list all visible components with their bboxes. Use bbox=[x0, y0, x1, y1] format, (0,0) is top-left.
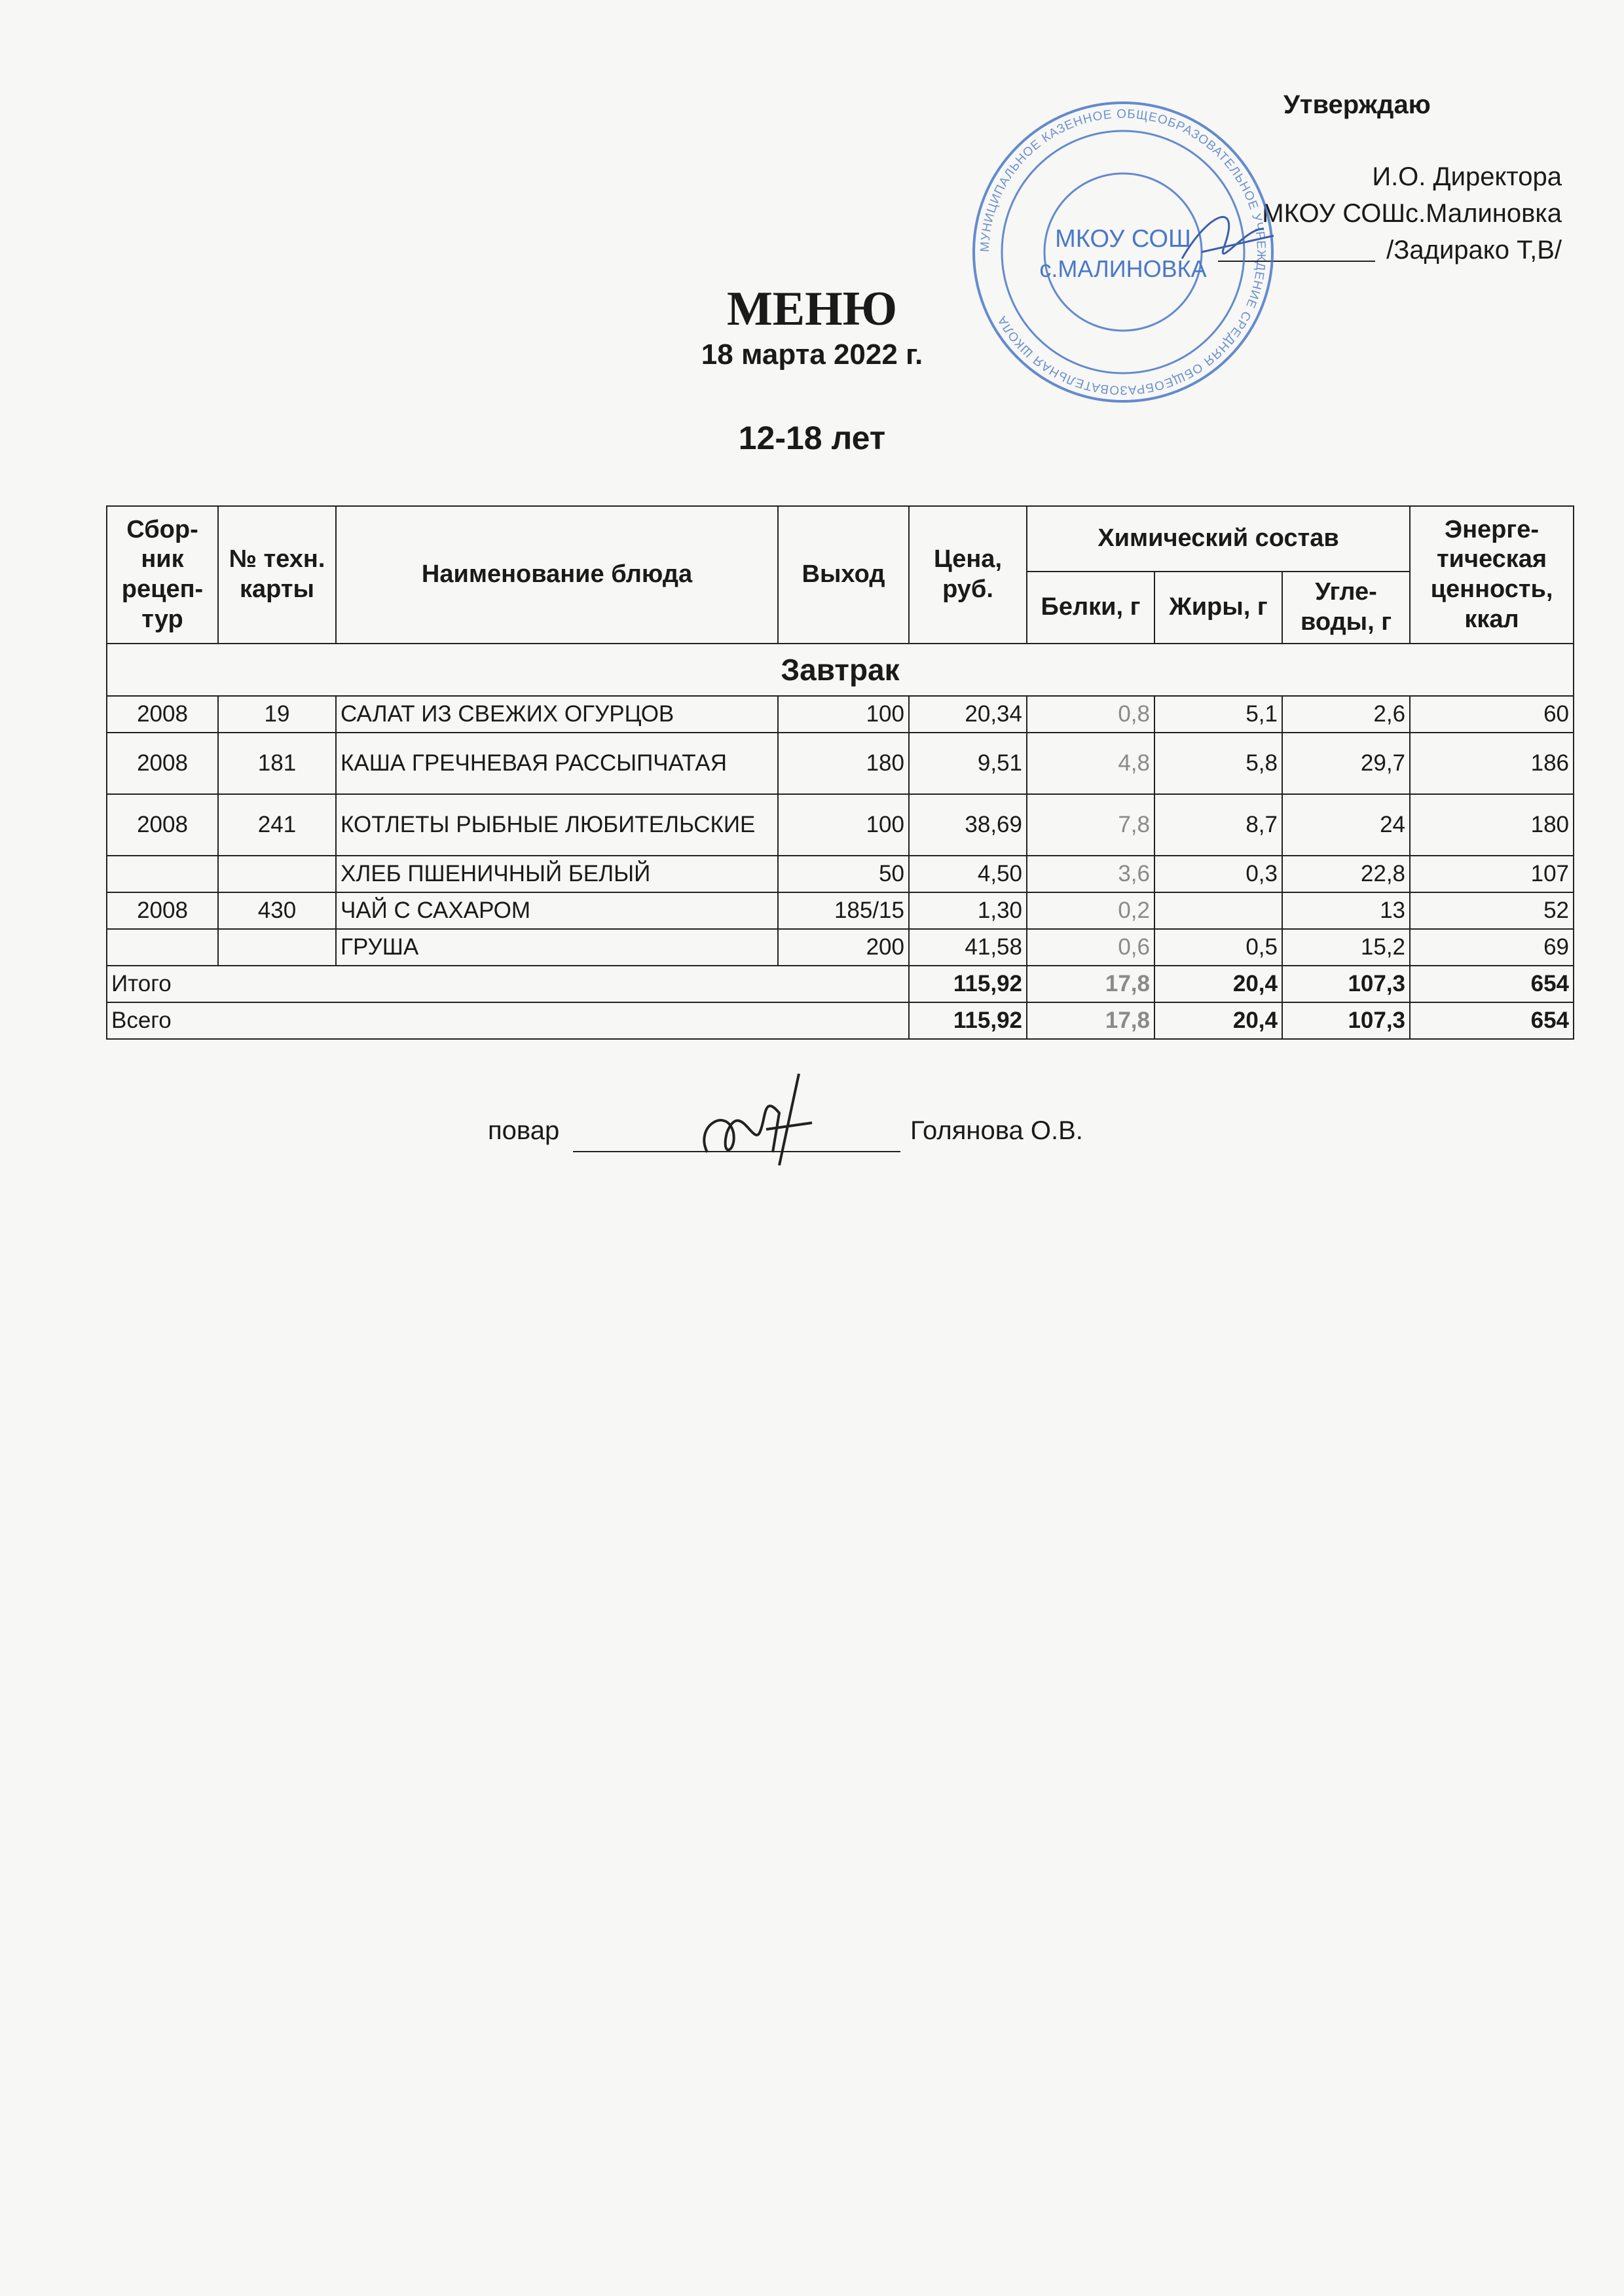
header-price: Цена, руб. bbox=[909, 506, 1027, 644]
cell-output: 100 bbox=[778, 794, 909, 856]
section-breakfast: Завтрак bbox=[107, 644, 1574, 696]
approve-label: Утверждаю bbox=[1283, 90, 1431, 119]
cook-label: повар bbox=[488, 1116, 560, 1145]
cell-price: 41,58 bbox=[909, 929, 1027, 966]
header-output: Выход bbox=[778, 506, 909, 644]
cell-energy: 180 bbox=[1410, 794, 1574, 856]
cell-card: 181 bbox=[218, 733, 336, 794]
total-row bbox=[107, 1002, 1574, 1039]
total-fat: 20,4 bbox=[1154, 1002, 1282, 1039]
cook-name: Голянова О.В. bbox=[910, 1116, 1083, 1145]
cell-dish: ГРУША bbox=[336, 929, 778, 966]
cell-energy: 107 bbox=[1410, 856, 1574, 892]
cell-collection: 2008 bbox=[107, 696, 218, 733]
cell-fat: 5,1 bbox=[1154, 696, 1282, 733]
subtotal-price: 115,92 bbox=[909, 966, 1027, 1002]
stamp-ring-text: МУНИЦИПАЛЬНОЕ КАЗЕННОЕ ОБЩЕОБРАЗОВАТЕЛЬНОЕ УЧРЕЖДЕНИЕ СРЕДНЯЯ ОБЩЕОБРАЗОВАТЕЛЬНАЯ ШКОЛА bbox=[978, 107, 1268, 397]
total-label: Всего bbox=[107, 1002, 909, 1039]
table-row bbox=[107, 856, 1574, 892]
cell-fat: 5,8 bbox=[1154, 733, 1282, 794]
cell-price: 4,50 bbox=[909, 856, 1027, 892]
cell-fat: 0,5 bbox=[1154, 929, 1282, 966]
cell-protein: 7,8 bbox=[1027, 794, 1154, 856]
cell-energy: 186 bbox=[1410, 733, 1574, 794]
cell-carbs: 29,7 bbox=[1282, 733, 1410, 794]
cell-price: 38,69 bbox=[909, 794, 1027, 856]
cell-protein: 0,2 bbox=[1027, 892, 1154, 929]
school-name: МКОУ СОШс.Малиновка bbox=[1262, 199, 1562, 228]
cell-output: 50 bbox=[778, 856, 909, 892]
cell-fat bbox=[1154, 892, 1282, 929]
total-carbs: 107,3 bbox=[1282, 1002, 1410, 1039]
cell-protein: 3,6 bbox=[1027, 856, 1154, 892]
table-row bbox=[107, 929, 1574, 966]
table-row bbox=[107, 733, 1574, 794]
subtotal-label: Итого bbox=[107, 966, 909, 1002]
cell-energy: 52 bbox=[1410, 892, 1574, 929]
cell-collection: 2008 bbox=[107, 794, 218, 856]
cell-dish: КАША ГРЕЧНЕВАЯ РАССЫПЧАТАЯ bbox=[336, 733, 778, 794]
cell-energy: 60 bbox=[1410, 696, 1574, 733]
header-dish: Наименование блюда bbox=[336, 506, 778, 644]
cell-output: 200 bbox=[778, 929, 909, 966]
subtotal-energy: 654 bbox=[1410, 966, 1574, 1002]
header-carbs: Угле-воды, г bbox=[1282, 572, 1410, 644]
cell-dish: САЛАТ ИЗ СВЕЖИХ ОГУРЦОВ bbox=[336, 696, 778, 733]
cell-dish: КОТЛЕТЫ РЫБНЫЕ ЛЮБИТЕЛЬСКИЕ bbox=[336, 794, 778, 856]
header-energy: Энерге-тическая ценность, ккал bbox=[1410, 506, 1574, 644]
cell-dish: ХЛЕБ ПШЕНИЧНЫЙ БЕЛЫЙ bbox=[336, 856, 778, 892]
header-chem: Химический состав bbox=[1027, 506, 1410, 572]
cell-fat: 8,7 bbox=[1154, 794, 1282, 856]
cell-carbs: 24 bbox=[1282, 794, 1410, 856]
cell-card: 430 bbox=[218, 892, 336, 929]
cell-output: 100 bbox=[778, 696, 909, 733]
cell-output: 185/15 bbox=[778, 892, 909, 929]
cell-collection bbox=[107, 929, 218, 966]
cell-carbs: 22,8 bbox=[1282, 856, 1410, 892]
menu-title: МЕНЮ bbox=[726, 282, 898, 336]
cell-protein: 0,6 bbox=[1027, 929, 1154, 966]
cell-collection: 2008 bbox=[107, 733, 218, 794]
cell-collection: 2008 bbox=[107, 892, 218, 929]
director-title: И.О. Директора bbox=[1372, 162, 1562, 191]
total-protein: 17,8 bbox=[1027, 1002, 1154, 1039]
total-energy: 654 bbox=[1410, 1002, 1574, 1039]
header-card-no: № техн. карты bbox=[218, 506, 336, 644]
cell-price: 1,30 bbox=[909, 892, 1027, 929]
header-collection: Сбор-ник рецеп-тур bbox=[107, 506, 218, 644]
cell-card: 19 bbox=[218, 696, 336, 733]
subtotal-carbs: 107,3 bbox=[1282, 966, 1410, 1002]
menu-date: 18 марта 2022 г. bbox=[701, 338, 923, 371]
age-group: 12-18 лет bbox=[738, 420, 886, 456]
director-name: /Задирако Т,В/ bbox=[1386, 236, 1562, 264]
table-row bbox=[107, 892, 1574, 929]
cell-carbs: 15,2 bbox=[1282, 929, 1410, 966]
cell-card bbox=[218, 856, 336, 892]
cell-collection bbox=[107, 856, 218, 892]
cell-card bbox=[218, 929, 336, 966]
cell-carbs: 13 bbox=[1282, 892, 1410, 929]
stamp-center-line2: с.МАЛИНОВКА bbox=[1039, 255, 1207, 282]
subtotal-row bbox=[107, 966, 1574, 1002]
total-price: 115,92 bbox=[909, 1002, 1027, 1039]
cell-card: 241 bbox=[218, 794, 336, 856]
cell-fat: 0,3 bbox=[1154, 856, 1282, 892]
cell-protein: 0,8 bbox=[1027, 696, 1154, 733]
stamp-center-line1: МКОУ СОШ bbox=[1055, 225, 1191, 253]
subtotal-protein: 17,8 bbox=[1027, 966, 1154, 1002]
table-row bbox=[107, 696, 1574, 733]
cell-price: 9,51 bbox=[909, 733, 1027, 794]
cell-dish: ЧАЙ С САХАРОМ bbox=[336, 892, 778, 929]
cell-carbs: 2,6 bbox=[1282, 696, 1410, 733]
menu-table bbox=[106, 505, 1574, 1040]
header-protein: Белки, г bbox=[1027, 572, 1154, 644]
cook-signature bbox=[681, 1054, 845, 1172]
table-row bbox=[107, 794, 1574, 856]
header-fat: Жиры, г bbox=[1154, 572, 1282, 644]
cell-output: 180 bbox=[778, 733, 909, 794]
subtotal-fat: 20,4 bbox=[1154, 966, 1282, 1002]
cell-protein: 4,8 bbox=[1027, 733, 1154, 794]
cell-price: 20,34 bbox=[909, 696, 1027, 733]
cell-energy: 69 bbox=[1410, 929, 1574, 966]
